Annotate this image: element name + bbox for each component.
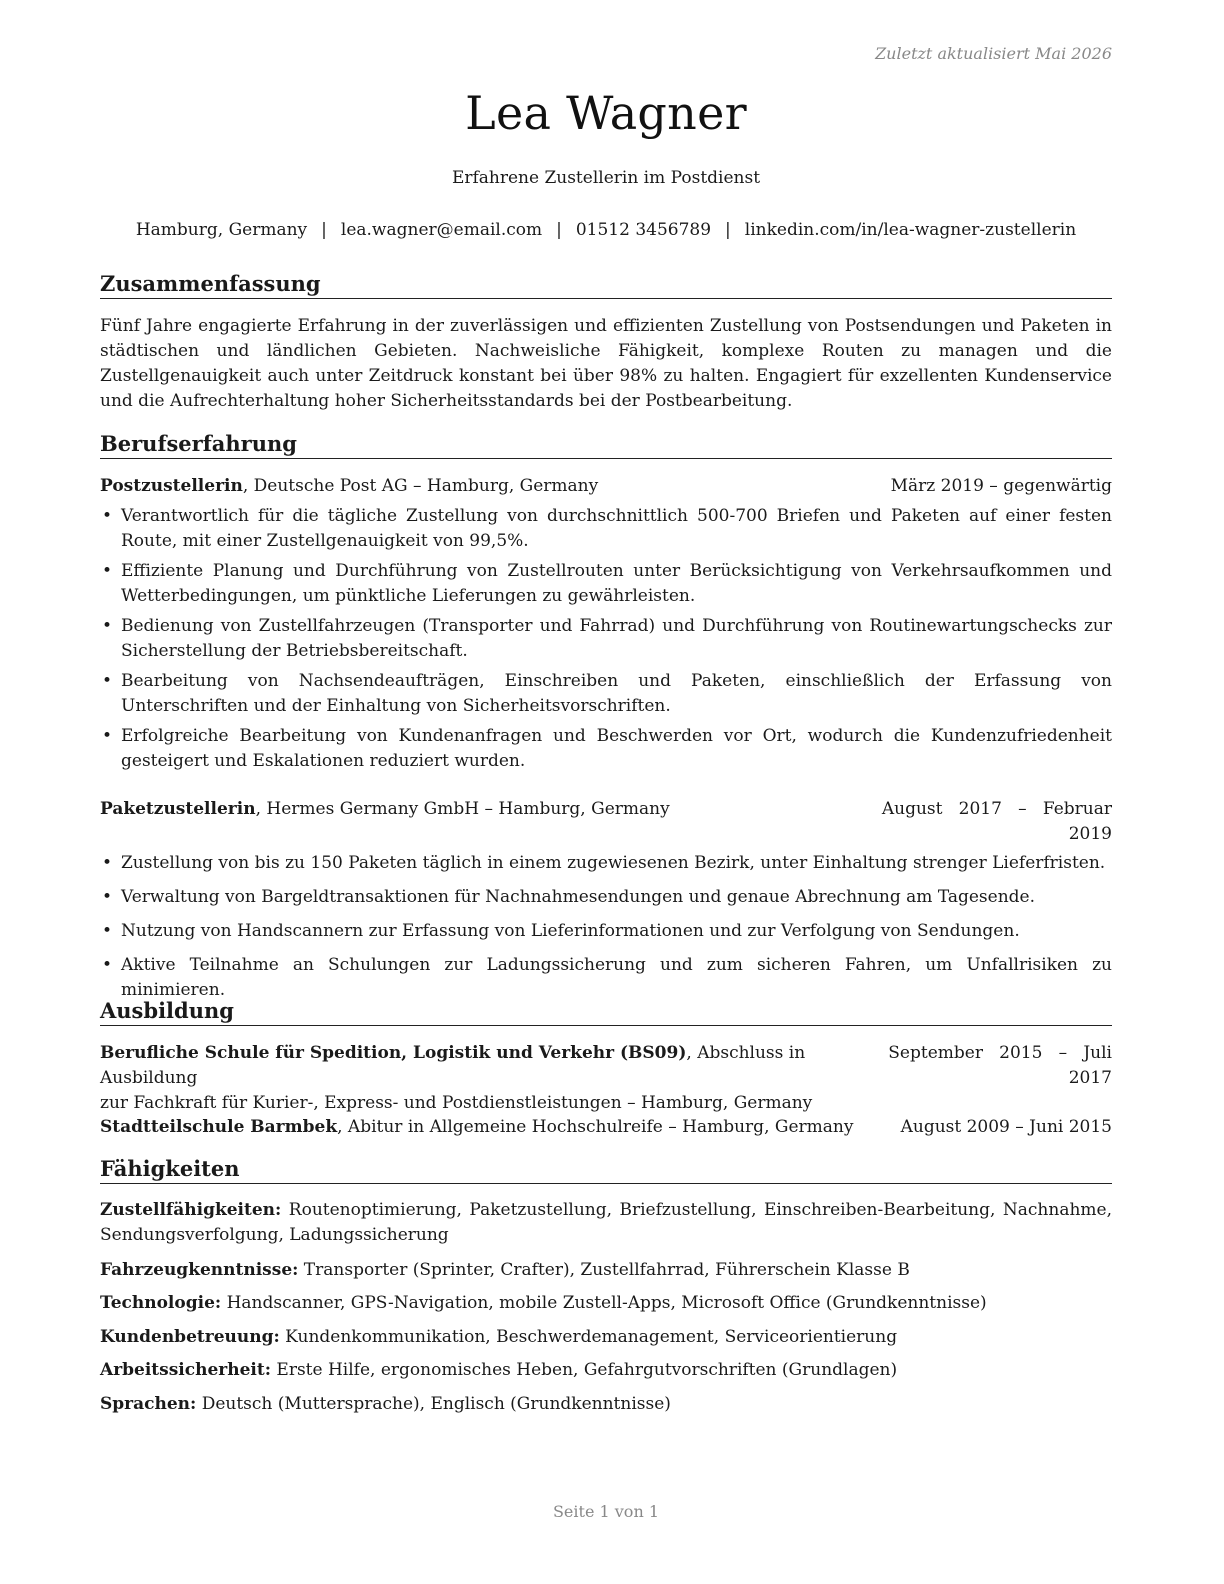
education-dates [888, 1041, 1112, 1116]
education-detail: , Abschluss in Ausbildung [100, 1043, 806, 1088]
list-item: • Bedienung von Zustellfahrzeugen (Transporter und Fahrrad) und Durchführung von Routinewartungschecks zur Sicherstellung der Betriebsbereitschaft. [100, 614, 1112, 664]
job-bullets [100, 851, 1112, 1003]
list-item: • Zustellung von bis zu 150 Paketen täglich in einem zugewiesenen Bezirk, unter Einhaltung strenger Lieferfristen. [100, 851, 1112, 876]
skill-row [100, 1291, 1112, 1316]
contact-location: Hamburg, Germany [135, 220, 308, 240]
education-dates: August 2009 – Juni 2015 [900, 1117, 1112, 1137]
job-header [100, 797, 1112, 847]
skill-label: Sprachen: [100, 1394, 197, 1414]
education-school: Stadtteilschule Barmbek [100, 1117, 338, 1137]
education-school: Berufliche Schule für Spedition, Logistik und Verkehr (BS09) [100, 1043, 687, 1063]
job-role: Postzustellerin [100, 476, 243, 496]
contact-separator: | [725, 220, 731, 240]
section-title-education: Ausbildung [100, 999, 1112, 1026]
list-item: • Aktive Teilnahme an Schulungen zur Ladungssicherung und zum sicheren Fahren, um Unfallrisiken zu minimieren. [100, 953, 1112, 1003]
skill-value: Routenoptimierung, Paketzustellung, Briefzustellung, Einschreiben-Bearbeitung, Nachnahme, Sendungsverfolgung, Ladungssicherung [100, 1200, 1112, 1245]
list-item: • Verwaltung von Bargeldtransaktionen für Nachnahmesendungen und genaue Abrechnung am Tagesende. [100, 885, 1112, 910]
job-dates [882, 797, 1112, 847]
job-bullets [100, 504, 1112, 774]
skill-row [100, 1358, 1112, 1383]
job-role: Paketzustellerin [100, 799, 256, 819]
skill-value: Erste Hilfe, ergonomisches Heben, Gefahrgutvorschriften (Grundlagen) [271, 1360, 898, 1380]
job-header [100, 474, 1112, 499]
job-dates: März 2019 – gegenwärtig [890, 476, 1112, 496]
contact-email[interactable]: lea.wagner@email.com [340, 220, 543, 240]
skill-label: Zustellfähigkeiten: [100, 1200, 282, 1220]
contact-separator: | [321, 220, 327, 240]
page-number: Seite 1 von 1 [552, 1502, 660, 1521]
summary-text: Fünf Jahre engagierte Erfahrung in der zuverlässigen und effizienten Zustellung von Postsendungen und Paketen in städtischen und ländlichen Gebieten. Nachweisliche Fähigkeit, komplexe Routen zu managen und die Zustellgenauigkeit auch unter Zeitdruck konstant bei über 98% zu halten. Engagiert für exzellenten Kundenservice und die Aufrechterhaltung hoher Sicherheitsstandards bei der Postbearbeitung. [100, 316, 1112, 411]
skill-row [100, 1392, 1112, 1417]
skill-row [100, 1258, 1112, 1283]
skill-value: Deutsch (Muttersprache), Englisch (Grundkenntnisse) [196, 1394, 671, 1414]
skill-label: Fahrzeugkenntnisse: [100, 1260, 299, 1280]
skill-row [100, 1325, 1112, 1350]
education-dates-line1: September 2015 – Juli [888, 1043, 1112, 1063]
list-item: • Nutzung von Handscannern zur Erfassung von Lieferinformationen und zur Verfolgung von Sendungen. [100, 919, 1112, 944]
education-detail-cont: zur Fachkraft für Kurier-, Express- und Postdienstleistungen – Hamburg, Germany [100, 1093, 813, 1113]
contact-linkedin[interactable]: linkedin.com/in/lea-wagner-zustellerin [744, 220, 1077, 240]
list-item: • Verantwortlich für die tägliche Zustellung von durchschnittlich 500-700 Briefen und Paketen auf einer festen Route, mit einer Zustellgenauigkeit von 99,5%. [100, 504, 1112, 554]
tagline: Erfahrene Zustellerin im Postdienst [451, 168, 761, 188]
job-org: , Hermes Germany GmbH – Hamburg, Germany [255, 799, 670, 819]
contact-phone: 01512 3456789 [575, 220, 712, 240]
education-entry [100, 1041, 1112, 1116]
skill-row [100, 1198, 1112, 1248]
list-item: • Erfolgreiche Bearbeitung von Kundenanfragen und Beschwerden vor Ort, wodurch die Kundenzufriedenheit gesteigert und Eskalationen reduziert wurden. [100, 724, 1112, 774]
section-title-skills: Fähigkeiten [100, 1157, 1112, 1184]
last-updated: Zuletzt aktualisiert Mai 2026 [875, 44, 1112, 63]
candidate-name: Lea Wagner [465, 86, 747, 140]
section-title-experience: Berufserfahrung [100, 432, 1112, 459]
resume-page [100, 0, 1112, 1584]
contact-separator: | [556, 220, 562, 240]
skill-value: Handscanner, GPS-Navigation, mobile Zustell-Apps, Microsoft Office (Grundkenntnisse) [221, 1293, 987, 1313]
job-dates-line1: August 2017 – Februar [881, 799, 1112, 819]
list-item: • Bearbeitung von Nachsendeaufträgen, Einschreiben und Paketen, einschließlich der Erfassung von Unterschriften und der Einhaltung von Sicherheitsvorschriften. [100, 669, 1112, 719]
skill-value: Kundenkommunikation, Beschwerdemanagement, Serviceorientierung [279, 1327, 898, 1347]
section-title-summary: Zusammenfassung [100, 272, 1112, 299]
job-dates-line2: 2019 [1068, 824, 1112, 844]
skill-label: Technologie: [100, 1293, 222, 1313]
skill-value: Transporter (Sprinter, Crafter), Zustellfahrrad, Führerschein Klasse B [298, 1260, 910, 1280]
education-entry [100, 1115, 1112, 1140]
education-detail: , Abitur in Allgemeine Hochschulreife – Hamburg, Germany [337, 1117, 854, 1137]
list-item: • Effiziente Planung und Durchführung von Zustellrouten unter Berücksichtigung von Verkehrsaufkommen und Wetterbedingungen, um pünktliche Lieferungen zu gewährleisten. [100, 559, 1112, 609]
skill-label: Kundenbetreuung: [100, 1327, 280, 1347]
job-org: , Deutsche Post AG – Hamburg, Germany [242, 476, 599, 496]
education-dates-line2: 2017 [1068, 1068, 1112, 1088]
skill-label: Arbeitssicherheit: [100, 1360, 272, 1380]
contact-line [100, 220, 1112, 240]
